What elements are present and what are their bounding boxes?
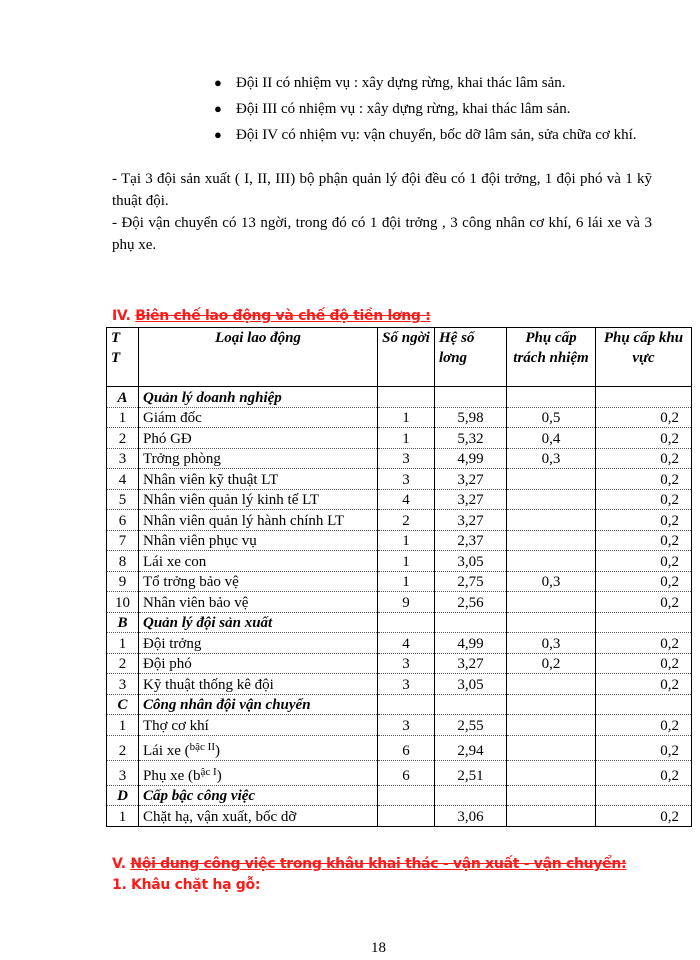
cell-area-allowance: 0,2 xyxy=(596,489,692,510)
cell-tt: 10 xyxy=(107,592,139,613)
cell-tt: 1 xyxy=(107,715,139,736)
cell-count: 3 xyxy=(378,469,435,490)
cell-labor-type: Quản lý doanh nghiệp xyxy=(139,387,378,408)
cell-tt: 9 xyxy=(107,571,139,592)
bullet-item: ● Đội II có nhiệm vụ : xây dựng rừng, khai thác lâm sản. xyxy=(214,72,660,94)
table-row xyxy=(107,633,692,654)
cell-salary-coef: 3,27 xyxy=(435,510,507,531)
cell-labor-type: Tổ trởng bảo vệ xyxy=(139,571,378,592)
cell-area-allowance xyxy=(596,387,692,408)
cell-labor-type: Cấp bậc công việc xyxy=(139,785,378,806)
cell-count: 6 xyxy=(378,735,435,760)
cell-tt: 3 xyxy=(107,760,139,785)
cell-labor-type: Thợ cơ khí xyxy=(139,715,378,736)
cell-salary-coef: 3,06 xyxy=(435,806,507,827)
cell-labor-type: Nhân viên kỹ thuật LT xyxy=(139,469,378,490)
cell-count: 1 xyxy=(378,551,435,572)
cell-salary-coef: 2,56 xyxy=(435,592,507,613)
cell-responsibility-allowance xyxy=(507,806,596,827)
cell-salary-coef: 3,27 xyxy=(435,653,507,674)
header-salary-coef: Hệ số lơng xyxy=(435,328,507,387)
cell-salary-coef: 4,99 xyxy=(435,448,507,469)
table-row xyxy=(107,571,692,592)
cell-count: 2 xyxy=(378,510,435,531)
cell-salary-coef xyxy=(435,785,507,806)
table-row xyxy=(107,735,692,760)
cell-salary-coef xyxy=(435,612,507,633)
table-header-row xyxy=(107,328,692,387)
cell-count xyxy=(378,387,435,408)
cell-salary-coef: 4,99 xyxy=(435,633,507,654)
cell-area-allowance: 0,2 xyxy=(596,469,692,490)
cell-responsibility-allowance xyxy=(507,694,596,715)
cell-tt: 3 xyxy=(107,674,139,695)
cell-tt: B xyxy=(107,612,139,633)
table-row xyxy=(107,448,692,469)
header-responsibility-allowance: Phụ cấp trách nhiệm xyxy=(507,328,596,387)
cell-area-allowance xyxy=(596,612,692,633)
bullet-list xyxy=(214,72,660,150)
section-heading-iv: IV. Biên chế lao động và chế độ tiền lơng : xyxy=(112,308,431,324)
cell-labor-type: Nhân viên quản lý kinh tế LT xyxy=(139,489,378,510)
table-section-row xyxy=(107,694,692,715)
cell-responsibility-allowance xyxy=(507,469,596,490)
cell-responsibility-allowance xyxy=(507,489,596,510)
cell-labor-type: Phụ xe $(b^{ậc I})$ xyxy=(139,760,378,785)
table-row xyxy=(107,592,692,613)
cell-labor-type: Trởng phòng xyxy=(139,448,378,469)
cell-salary-coef xyxy=(435,387,507,408)
cell-responsibility-allowance xyxy=(507,530,596,551)
cell-responsibility-allowance xyxy=(507,592,596,613)
cell-labor-type: Quản lý đội sản xuất xyxy=(139,612,378,633)
cell-count: 3 xyxy=(378,715,435,736)
cell-count: 1 xyxy=(378,571,435,592)
cell-count: 1 xyxy=(378,407,435,428)
cell-area-allowance xyxy=(596,785,692,806)
cell-count: 1 xyxy=(378,428,435,449)
cell-count: 4 xyxy=(378,633,435,654)
cell-salary-coef: 2,51 xyxy=(435,760,507,785)
cell-labor-type: Công nhân đội vận chuyển xyxy=(139,694,378,715)
cell-labor-type: Đội trởng xyxy=(139,633,378,654)
cell-count xyxy=(378,785,435,806)
cell-responsibility-allowance xyxy=(507,785,596,806)
table-row xyxy=(107,510,692,531)
cell-labor-type: Kỹ thuật thống kê đội xyxy=(139,674,378,695)
cell-tt: 1 xyxy=(107,407,139,428)
cell-responsibility-allowance: 0,3 xyxy=(507,571,596,592)
table-row xyxy=(107,715,692,736)
cell-tt: D xyxy=(107,785,139,806)
header-count: Số ngời xyxy=(378,328,435,387)
cell-tt: 8 xyxy=(107,551,139,572)
cell-tt: 2 xyxy=(107,735,139,760)
subsection-heading-1: 1. Khâu chặt hạ gỗ: xyxy=(112,877,261,893)
cell-salary-coef: 3,27 xyxy=(435,489,507,510)
table-section-row xyxy=(107,612,692,633)
bullet-item: ● Đội III có nhiệm vụ : xây dựng rừng, khai thác lâm sản. xyxy=(214,98,660,120)
cell-tt: 5 xyxy=(107,489,139,510)
cell-salary-coef: 3,05 xyxy=(435,674,507,695)
cell-area-allowance: 0,2 xyxy=(596,530,692,551)
cell-labor-type: Nhân viên phục vụ xyxy=(139,530,378,551)
cell-tt: 2 xyxy=(107,653,139,674)
cell-count xyxy=(378,612,435,633)
header-labor-type: Loại lao động xyxy=(139,328,378,387)
bullet-item: ● Đội IV có nhiệm vụ: vận chuyển, bốc dỡ lâm sản, sửa chữa cơ khí. xyxy=(214,124,660,146)
cell-responsibility-allowance xyxy=(507,674,596,695)
cell-responsibility-allowance xyxy=(507,735,596,760)
cell-count: 6 xyxy=(378,760,435,785)
cell-tt: 4 xyxy=(107,469,139,490)
cell-area-allowance: 0,2 xyxy=(596,407,692,428)
cell-responsibility-allowance xyxy=(507,760,596,785)
cell-area-allowance: 0,2 xyxy=(596,592,692,613)
cell-count xyxy=(378,806,435,827)
cell-responsibility-allowance: 0,2 xyxy=(507,653,596,674)
cell-count: 3 xyxy=(378,674,435,695)
cell-responsibility-allowance: 0,5 xyxy=(507,407,596,428)
cell-tt: 1 xyxy=(107,806,139,827)
cell-tt: A xyxy=(107,387,139,408)
table-row xyxy=(107,674,692,695)
cell-area-allowance: 0,2 xyxy=(596,571,692,592)
cell-tt: 2 xyxy=(107,428,139,449)
cell-salary-coef xyxy=(435,694,507,715)
cell-salary-coef: 2,37 xyxy=(435,530,507,551)
cell-responsibility-allowance xyxy=(507,510,596,531)
cell-salary-coef: 2,75 xyxy=(435,571,507,592)
table-row xyxy=(107,653,692,674)
cell-salary-coef: 5,32 xyxy=(435,428,507,449)
table-row xyxy=(107,760,692,785)
cell-area-allowance: 0,2 xyxy=(596,735,692,760)
cell-labor-type: Giám đốc xyxy=(139,407,378,428)
bullet-icon: ● xyxy=(214,101,222,116)
cell-salary-coef: 2,55 xyxy=(435,715,507,736)
header-tt: T T xyxy=(107,328,139,387)
bullet-icon: ● xyxy=(214,127,222,142)
cell-count: 4 xyxy=(378,489,435,510)
cell-area-allowance xyxy=(596,694,692,715)
cell-salary-coef: 3,27 xyxy=(435,469,507,490)
cell-labor-type: Lái xe con xyxy=(139,551,378,572)
cell-count: 3 xyxy=(378,448,435,469)
table-row xyxy=(107,530,692,551)
table-row xyxy=(107,428,692,449)
cell-area-allowance: 0,2 xyxy=(596,633,692,654)
cell-responsibility-allowance xyxy=(507,715,596,736)
cell-salary-coef: 3,05 xyxy=(435,551,507,572)
cell-responsibility-allowance xyxy=(507,612,596,633)
cell-tt: 7 xyxy=(107,530,139,551)
header-area-allowance: Phụ cấp khu vực xyxy=(596,328,692,387)
cell-responsibility-allowance: 0,4 xyxy=(507,428,596,449)
bullet-icon: ● xyxy=(214,75,222,90)
table-row xyxy=(107,489,692,510)
cell-area-allowance: 0,2 xyxy=(596,674,692,695)
table-row xyxy=(107,551,692,572)
table-section-row xyxy=(107,785,692,806)
cell-area-allowance: 0,2 xyxy=(596,806,692,827)
labor-salary-table xyxy=(106,327,692,827)
page-number: 18 xyxy=(371,940,386,956)
cell-area-allowance: 0,2 xyxy=(596,428,692,449)
cell-labor-type: Lái xe ($^{bậc II}$) xyxy=(139,735,378,760)
cell-labor-type: Nhân viên bảo vệ xyxy=(139,592,378,613)
cell-area-allowance: 0,2 xyxy=(596,760,692,785)
paragraph-transport-team: - Đội vận chuyển có 13 ngời, trong đó có 1 đội trởng , 3 công nhân cơ khí, 6 lái xe và 3 phụ xe. xyxy=(112,215,652,253)
cell-labor-type: Chặt hạ, vận xuất, bốc dỡ xyxy=(139,806,378,827)
cell-labor-type: Phó GĐ xyxy=(139,428,378,449)
section-heading-v: V. Nội dung công việc trong khâu khai thác - vận xuất - vận chuyển: xyxy=(112,856,627,872)
table-row xyxy=(107,407,692,428)
cell-tt: 1 xyxy=(107,633,139,654)
cell-count: 9 xyxy=(378,592,435,613)
cell-labor-type: Đội phó xyxy=(139,653,378,674)
cell-area-allowance: 0,2 xyxy=(596,653,692,674)
cell-tt: 6 xyxy=(107,510,139,531)
table-section-row xyxy=(107,387,692,408)
cell-area-allowance: 0,2 xyxy=(596,551,692,572)
cell-count: 1 xyxy=(378,530,435,551)
cell-responsibility-allowance xyxy=(507,387,596,408)
table-row xyxy=(107,806,692,827)
table-row xyxy=(107,469,692,490)
cell-responsibility-allowance: 0,3 xyxy=(507,448,596,469)
cell-count xyxy=(378,694,435,715)
cell-responsibility-allowance xyxy=(507,551,596,572)
cell-responsibility-allowance: 0,3 xyxy=(507,633,596,654)
cell-labor-type: Nhân viên quản lý hành chính LT xyxy=(139,510,378,531)
cell-area-allowance: 0,2 xyxy=(596,715,692,736)
cell-tt: C xyxy=(107,694,139,715)
paragraph-production-teams: - Tại 3 đội sản xuất ( I, II, III) bộ phận quản lý đội đều có 1 đội trởng, 1 đội phó và 1 kỹ thuật đội. xyxy=(112,171,652,209)
cell-salary-coef: 2,94 xyxy=(435,735,507,760)
cell-area-allowance: 0,2 xyxy=(596,448,692,469)
cell-salary-coef: 5,98 xyxy=(435,407,507,428)
cell-count: 3 xyxy=(378,653,435,674)
cell-area-allowance: 0,2 xyxy=(596,510,692,531)
cell-tt: 3 xyxy=(107,448,139,469)
